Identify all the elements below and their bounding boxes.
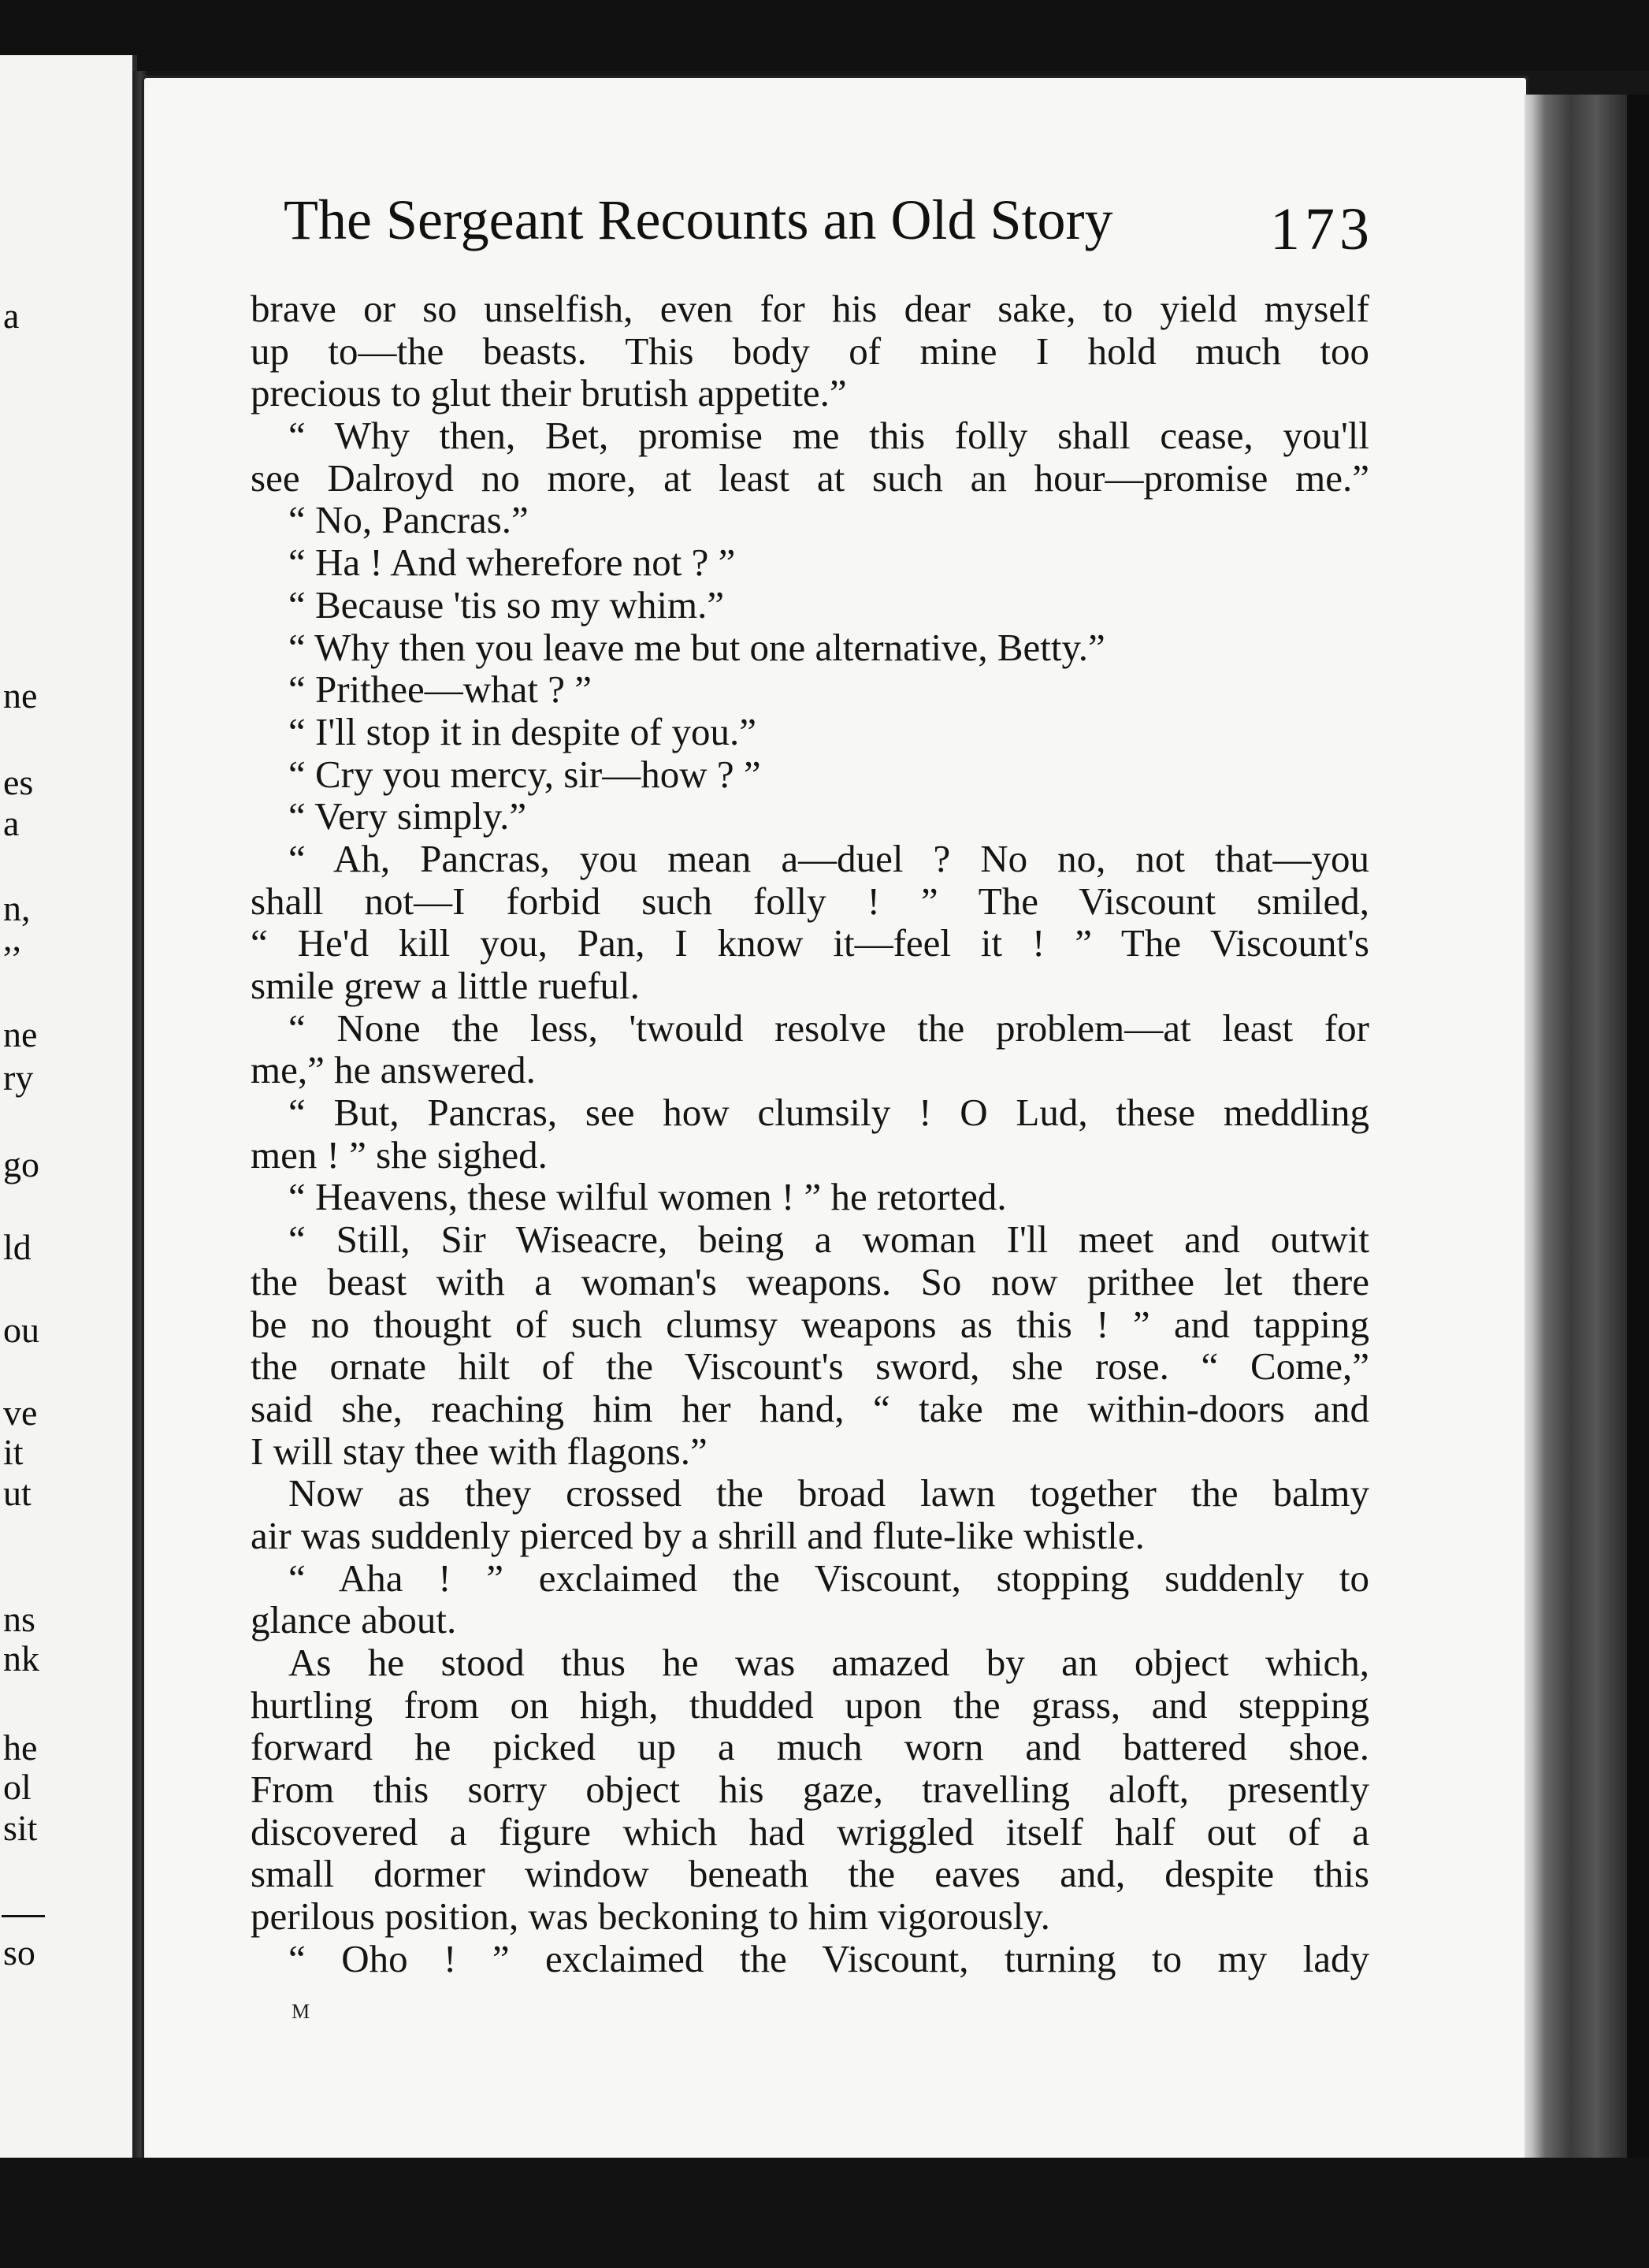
- text-line: “ He'd kill you, Pan, I know it—feel it ! ” The Viscount's: [251, 921, 1369, 965]
- facing-page-text-fragment: ou: [3, 1310, 39, 1350]
- text-line: “ Prithee—what ? ”: [288, 667, 592, 712]
- text-line: smile grew a little rueful.: [251, 964, 640, 1007]
- text-line: “ Still, Sir Wiseacre, being a woman I'll meet and outwit: [288, 1218, 1369, 1262]
- text-line: brave or so unselfish, even for his dear sake, to yield myself: [251, 287, 1369, 330]
- facing-page-text-fragment: ld: [3, 1227, 32, 1267]
- text-line: shall not—I forbid such folly ! ” The Viscount smiled,: [251, 879, 1369, 923]
- text-line: glance about.: [251, 1598, 457, 1642]
- facing-page-text-fragment: ol: [3, 1767, 32, 1807]
- page-number: 173: [1270, 196, 1374, 262]
- text-line: “ Because 'tis so my whim.”: [288, 582, 725, 626]
- running-title: The Sergeant Recounts an Old Story: [284, 188, 1113, 251]
- facing-page-text-fragment: sit: [3, 1808, 38, 1848]
- text-line: be no thought of such clumsy weapons as this ! ” and tapping: [251, 1302, 1369, 1346]
- scan-border-right: [1627, 95, 1649, 2175]
- facing-page-text-fragment: it: [3, 1432, 24, 1472]
- facing-page-rule: [2, 1915, 45, 1917]
- text-line: precious to glut their brutish appetite.”: [251, 371, 847, 415]
- facing-page-text-fragment: ry: [3, 1058, 34, 1098]
- text-line: said she, reaching him her hand, “ take me within-doors and: [251, 1386, 1369, 1430]
- facing-page-text-fragment: nk: [3, 1638, 39, 1679]
- facing-page-text-fragment: ns: [3, 1599, 35, 1639]
- text-line: air was suddenly pierced by a shrill and flute-like whistle.: [251, 1513, 1145, 1557]
- text-line: “ But, Pancras, see how clumsily ! O Lud, these meddling: [288, 1091, 1369, 1135]
- text-line: “ Ah, Pancras, you mean a—duel ? No no, not that—you: [288, 836, 1369, 880]
- text-line: men ! ” she sighed.: [251, 1132, 548, 1177]
- text-line: perilous position, was beckoning to him vigorously.: [251, 1894, 1050, 1939]
- facing-page-text-fragment: ,,: [3, 918, 21, 958]
- text-line: the ornate hilt of the Viscount's sword, she rose. “ Come,”: [251, 1344, 1369, 1389]
- facing-page-text-fragment: a: [3, 296, 20, 336]
- text-line: see Dalroyd no more, at least at such an hour—promise me.”: [251, 455, 1369, 500]
- text-line: “ Oho ! ” exclaimed the Viscount, turning to my lady: [288, 1936, 1369, 1980]
- text-line: As he stood thus he was amazed by an object which,: [288, 1641, 1369, 1684]
- facing-page-text-fragment: n,: [3, 888, 31, 928]
- text-line: me,” he answered.: [251, 1048, 536, 1092]
- text-line: “ Why then, Bet, promise me this folly shall cease, you'll: [288, 414, 1369, 458]
- text-line: “ None the less, 'twould resolve the problem—at least for: [288, 1006, 1369, 1050]
- text-line: “ No, Pancras.”: [288, 498, 529, 542]
- signature-mark: M: [292, 2000, 310, 2023]
- facing-page-text-fragment: go: [3, 1144, 39, 1184]
- text-line: forward he picked up a much worn and battered shoe.: [251, 1725, 1369, 1769]
- text-line: I will stay thee with flagons.”: [251, 1429, 708, 1473]
- text-line: “ Cry you mercy, sir—how ? ”: [288, 752, 761, 796]
- text-line: “ Why then you leave me but one alternative, Betty.”: [288, 625, 1105, 669]
- facing-page-text-fragment: ne: [3, 675, 38, 716]
- text-line: the beast with a woman's weapons. So now prithee let there: [251, 1259, 1369, 1303]
- facing-page-text-fragment: so: [3, 1932, 35, 1972]
- text-line: up to—the beasts. This body of mine I hold much too: [251, 329, 1369, 373]
- text-line: discovered a figure which had wriggled itself half out of a: [251, 1809, 1369, 1853]
- text-line: “ I'll stop it in despite of you.”: [288, 709, 757, 753]
- text-line: “ Aha ! ” exclaimed the Viscount, stopping suddenly to: [288, 1556, 1369, 1600]
- facing-page-text-fragment: a: [3, 803, 20, 843]
- facing-page-text-fragment: ne: [3, 1014, 38, 1054]
- body-text: [251, 288, 1369, 1980]
- text-line: Now as they crossed the broad lawn together the balmy: [288, 1471, 1369, 1515]
- text-line: “ Ha ! And wherefore not ? ”: [288, 541, 736, 585]
- facing-page-text-fragment: es: [3, 762, 34, 802]
- scan-border-top: [0, 0, 1649, 71]
- facing-page-text-fragment: ut: [3, 1473, 32, 1513]
- facing-page-text-fragment: he: [3, 1727, 38, 1768]
- text-line: hurtling from on high, thudded upon the grass, and stepping: [251, 1682, 1369, 1727]
- text-line: “ Heavens, these wilful women ! ” he retorted.: [288, 1175, 1007, 1219]
- scan-border-bottom: [0, 2158, 1649, 2268]
- text-line: From this sorry object his gaze, travelling aloft, presently: [251, 1768, 1369, 1812]
- page-edge-shadow: [1525, 95, 1627, 2175]
- text-line: small dormer window beneath the eaves and, despite this: [251, 1852, 1369, 1896]
- facing-page-text-fragment: ve: [3, 1392, 38, 1433]
- facing-page-fragment: [0, 55, 137, 2175]
- text-line: “ Very simply.”: [288, 794, 527, 838]
